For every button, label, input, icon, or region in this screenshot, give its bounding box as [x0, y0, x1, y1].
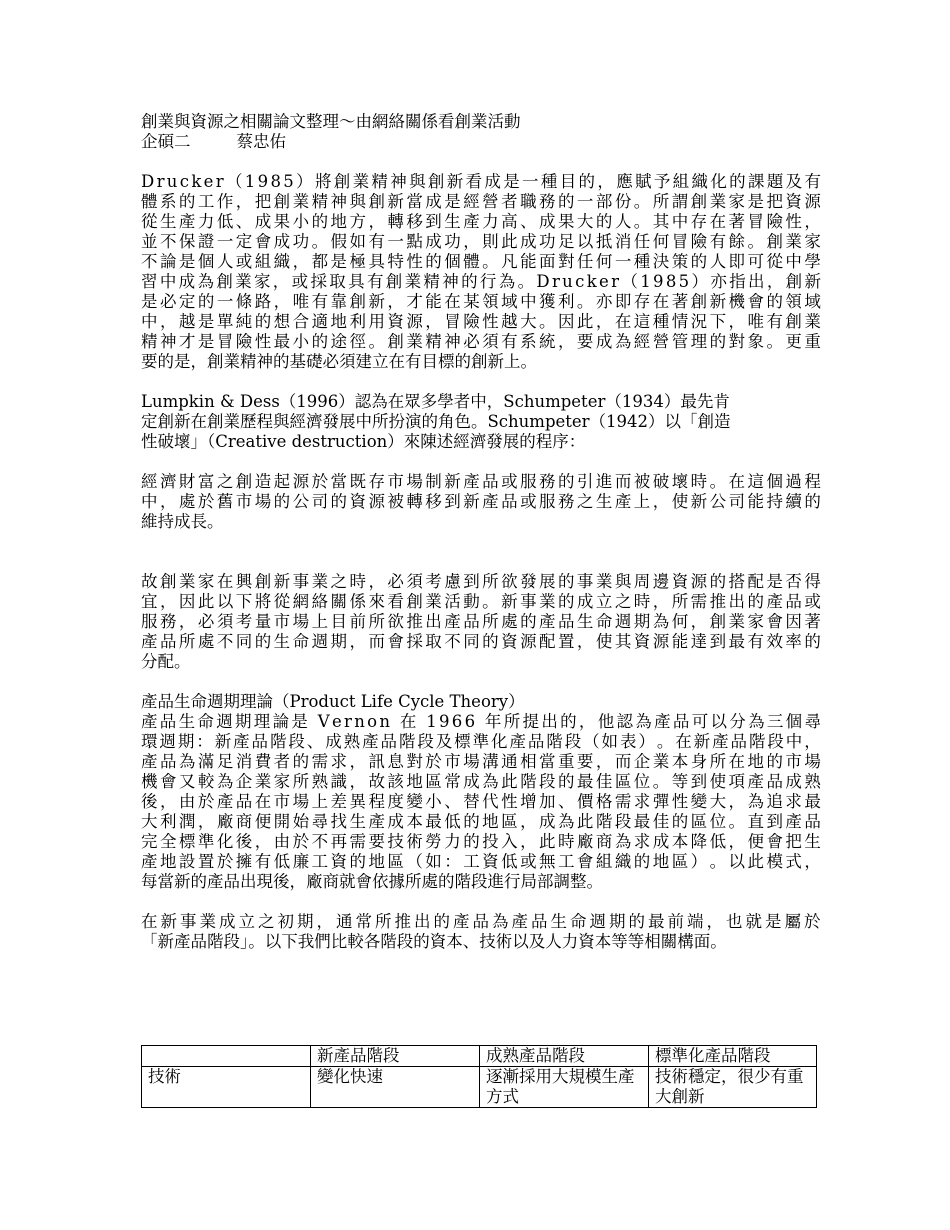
- paragraph-network: [141, 572, 821, 672]
- paragraph-lumpkin: [141, 392, 821, 452]
- text-line: 中 ， 越 是 單 純 的 想 合 適 地 利 用 資 源 ， 冒 險 性 越 大 。 因 此 ， 在 這 種 情 況 下 ， 唯 有 創 業: [141, 312, 821, 331]
- text-line: 環 週 期 ： 新 產 品 階 段 、 成 熟 產 品 階 段 及 標 準 化 產 品 階 段 （ 如 表 ） 。 在 新 產 品 階 段 中 ，: [141, 732, 821, 751]
- paragraph-quote: [141, 472, 821, 532]
- text-line: 不 論 是 個 人 或 組 織 ， 都 是 極 具 特 性 的 個 體 。 凡 能 面 對 任 何 一 種 決 策 的 人 即 可 從 中 學: [141, 252, 821, 271]
- text-line: 產 品 生 命 週 期 理 論 是 V e r n o n 在 1 9 6 6 年 所 提 出 的 ， 他 認 為 產 品 可 以 分 為 三 個 尋: [141, 712, 821, 731]
- table-cell: 技術: [142, 1067, 311, 1108]
- text-line: 精 神 才 是 冒 險 性 最 小 的 途 徑 。 創 業 精 神 必 須 有 系 統 ， 要 成 為 經 營 管 理 的 對 象 。 更 重: [141, 332, 821, 351]
- text-line: 大 利 潤 ， 廠 商 便 開 始 尋 找 生 產 成 本 最 低 的 地 區 ， 成 為 此 階 段 最 佳 的 區 位 。 直 到 產 品: [141, 812, 821, 831]
- table-header-cell: [142, 1046, 311, 1067]
- text-line: 每當新的產品出現後，廠商就會依據所處的階段進行局部調整。: [141, 872, 603, 891]
- document-title: 創業與資源之相關論文整理～由網絡關係看創業活動: [141, 112, 521, 131]
- stage-comparison-table: [141, 1045, 817, 1108]
- text-line: 故 創 業 家 在 興 創 新 事 業 之 時 ， 必 須 考 慮 到 所 欲 發 展 的 事 業 與 周 邊 資 源 的 搭 配 是 否 得: [141, 572, 821, 591]
- text-line: 從 生 產 力 低 、 成 果 小 的 地 方 ， 轉 移 到 生 產 力 高 、 成 果 大 的 人 。 其 中 存 在 著 冒 險 性 ，: [141, 212, 821, 231]
- author-line: [141, 132, 821, 152]
- text-line: 在 新 事 業 成 立 之 初 期 ， 通 常 所 推 出 的 產 品 為 產 品 生 命 週 期 的 最 前 端 ， 也 就 是 屬 於: [141, 912, 821, 931]
- text-line: 定創新在創業歷程與經濟發展中所扮演的角色。Schumpeter（1942）以「創造: [141, 412, 731, 431]
- document-body: [141, 112, 821, 952]
- text-line: 習 中 成 為 創 業 家 ， 或 採 取 具 有 創 業 精 神 的 行 為 。 D r u c k e r （ 1 9 8 5 ） 亦 指 出 ， 創 新: [141, 272, 821, 291]
- text-line: Lumpkin & Dess（1996）認為在眾多學者中，Schumpeter（1934）最先肯: [141, 392, 730, 411]
- text-line: 後 ， 由 於 產 品 在 市 場 上 差 異 程 度 變 小 、 替 代 性 增 加 、 價 格 需 求 彈 性 變 大 ， 為 追 求 最: [141, 792, 821, 811]
- table-header-cell: 新產品階段: [311, 1046, 480, 1067]
- text-line: D r u c k e r （ 1 9 8 5 ） 將 創 業 精 神 與 創 新 看 成 是 一 種 目 的 ， 應 賦 予 組 織 化 的 課 題 及 有: [141, 172, 821, 191]
- text-line: 體 系 的 工 作 ， 把 創 業 精 神 與 創 新 當 成 是 經 營 者 職 務 的 一 部 份 。 所 謂 創 業 家 是 把 資 源: [141, 192, 821, 211]
- text-line: 產 品 所 處 不 同 的 生 命 週 期 ， 而 會 採 取 不 同 的 資 源 配 置 ， 使 其 資 源 能 達 到 最 有 效 率 的: [141, 632, 821, 651]
- text-line: 產 地 設 置 於 擁 有 低 廉 工 資 的 地 區 （ 如 ： 工 資 低 或 無 工 會 組 織 的 地 區 ） 。 以 此 模 式 ，: [141, 852, 821, 871]
- section-heading: 產品生命週期理論（Product Life Cycle Theory）: [141, 692, 525, 711]
- text-line: 並 不 保 證 一 定 會 成 功 。 假 如 有 一 點 成 功 ， 則 此 成 功 足 以 抵 消 任 何 冒 險 有 餘 。 創 業 家: [141, 232, 821, 251]
- text-line: 產 品 為 滿 足 消 費 者 的 需 求 ， 訊 息 對 於 市 場 溝 通 相 當 重 要 ， 而 企 業 本 身 所 在 地 的 市 場: [141, 752, 821, 771]
- text-line: 「新產品階段」。以下我們比較各階段的資本、技術以及人力資本等等相關構面。: [141, 932, 727, 951]
- table-cell: 逐漸採用大規模生產方式: [480, 1067, 649, 1108]
- text-line: 中 ， 處 於 舊 市 場 的 公 司 的 資 源 被 轉 移 到 新 產 品 或 服 務 之 生 產 上 ， 使 新 公 司 能 持 續 的: [141, 492, 821, 511]
- author-class: 企碩二: [141, 132, 191, 151]
- table-header-row: [142, 1046, 817, 1067]
- text-line: 宜 ， 因 此 以 下 將 從 網 絡 關 係 來 看 創 業 活 動 。 新 事 業 的 成 立 之 時 ， 所 需 推 出 的 產 品 或: [141, 592, 821, 611]
- text-line: 完 全 標 準 化 後 ， 由 於 不 再 需 要 技 術 勞 力 的 投 入 ， 此 時 廠 商 為 求 成 本 降 低 ， 便 會 把 生: [141, 832, 821, 851]
- paragraph-plc: [141, 692, 821, 892]
- text-line: 是 必 定 的 一 條 路 ， 唯 有 靠 創 新 ， 才 能 在 某 領 域 中 獲 利 。 亦 即 存 在 著 創 新 機 會 的 領 域: [141, 292, 821, 311]
- text-line: 分配。: [141, 652, 191, 671]
- table-header-cell: 標準化產品階段: [649, 1046, 817, 1067]
- text-line: 性破壞」（Creative destruction）來陳述經濟發展的程序：: [141, 432, 586, 451]
- author-name: 蔡忠佑: [236, 132, 286, 151]
- text-line: 維持成長。: [141, 512, 224, 531]
- table-cell: 變化快速: [311, 1067, 480, 1108]
- table-header-cell: 成熟產品階段: [480, 1046, 649, 1067]
- text-line: 機 會 又 較 為 企 業 家 所 熟 識 ， 故 該 地 區 常 成 為 此 階 段 的 最 佳 區 位 。 等 到 使 項 產 品 成 熟: [141, 772, 821, 791]
- paragraph-intro-table: [141, 912, 821, 952]
- text-line: 要的是，創業精神的基礎必須建立在有目標的創新上。: [141, 352, 537, 371]
- text-line: 服 務 ， 必 須 考 量 市 場 上 目 前 所 欲 推 出 產 品 所 處 的 產 品 生 命 週 期 為 何 ， 創 業 家 會 因 著: [141, 612, 821, 631]
- table-cell: 技術穩定，很少有重大創新: [649, 1067, 817, 1108]
- paragraph-drucker: [141, 172, 821, 372]
- text-line: 經 濟 財 富 之 創 造 起 源 於 當 既 存 市 場 制 新 產 品 或 服 務 的 引 進 而 被 破 壞 時 。 在 這 個 過 程: [141, 472, 821, 491]
- table-row: [142, 1067, 817, 1108]
